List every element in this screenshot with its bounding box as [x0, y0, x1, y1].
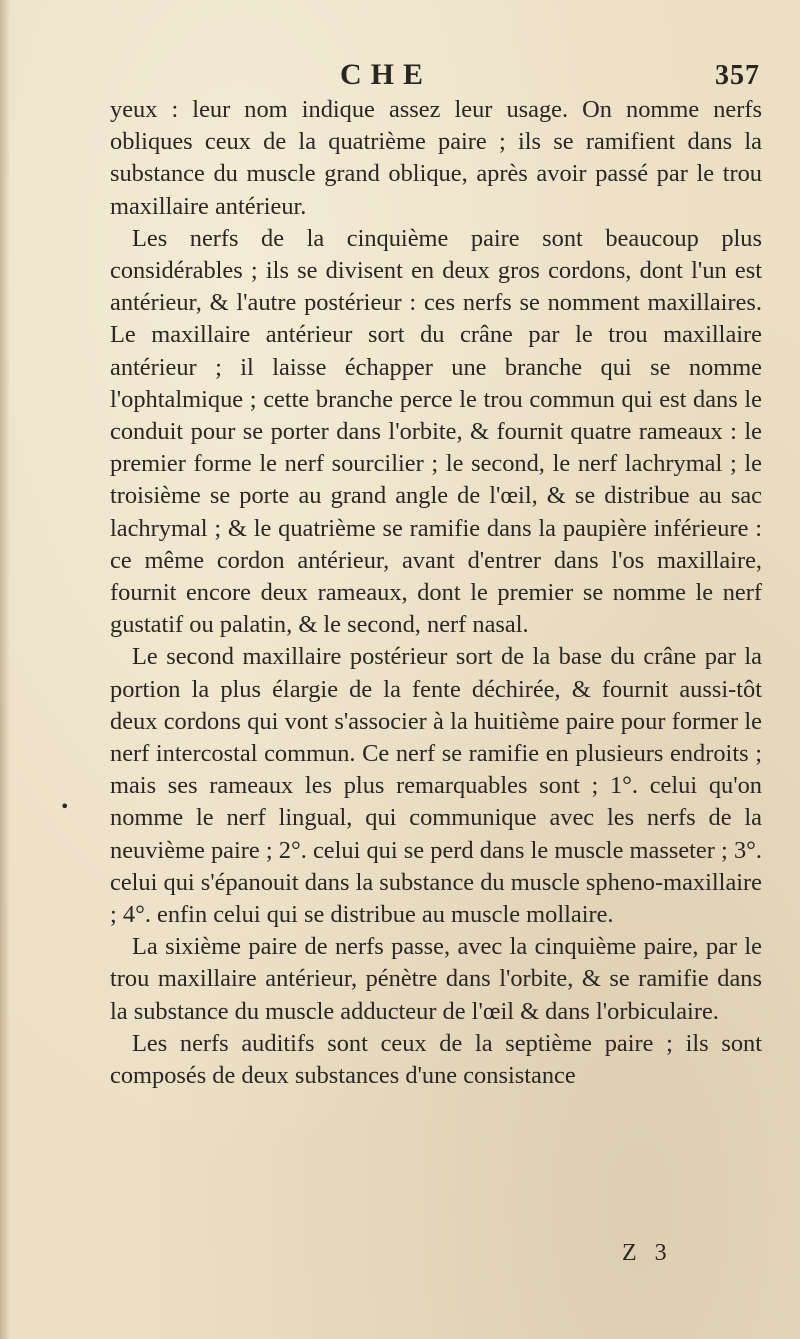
body-text: [110, 94, 762, 1092]
signature-mark: Z 3: [622, 1240, 673, 1266]
page-number: 357: [715, 60, 760, 91]
page-edge-shadow: [0, 0, 10, 1339]
paragraph-2: Les nerfs de la cinquième paire sont beaucoup plus considérables ; ils se divisent en deux gros cordons, dont l'un est antérieur, & l'autre postérieur : ces nerfs se nomment maxillaires. Le maxillaire antérieur sort du crâne par le trou maxillaire antérieur ; il laisse échapper une branche qui se nomme l'ophtalmique ; cette branche perce le trou commun qui est dans le conduit pour se porter dans l'orbite, & fournit quatre rameaux : le premier forme le nerf sourcilier ; le second, le nerf lachrymal ; le troisième se porte au grand angle de l'œil, & se distribue au sac lachrymal ; & le quatrième se ramifie dans la paupière inférieure : ce même cordon antérieur, avant d'entrer dans l'os maxillaire, fournit encore deux rameaux, dont le premier se nomme le nerf gustatif ou palatin, & le second, nerf nasal.: [110, 224, 762, 639]
page-header: [100, 58, 760, 98]
stray-ink-mark: •: [60, 797, 70, 816]
paragraph-5: Les nerfs auditifs sont ceux de la septième paire ; ils sont composés de deux substances d'une consistance: [110, 1029, 762, 1090]
paragraph-1: yeux : leur nom indique assez leur usage. On nomme nerfs obliques ceux de la quatrième paire ; ils se ramifient dans la substance du muscle grand oblique, après avoir passé par le trou maxillaire antérieur.: [110, 96, 762, 220]
paragraph-3: Le second maxillaire postérieur sort de la base du crâne par la portion la plus élargie de la fente déchirée, & fournit aussi-tôt deux cordons qui vont s'associer à la huitième paire pour former le nerf intercostal commun. Ce nerf se ramifie en plusieurs endroits ; mais ses rameaux les plus remarquables sont ; 1°. celui qu'on nomme le nerf lingual, qui communique avec les nerfs de la neuvième paire ; 2°. celui qui se perd dans le muscle masseter ; 3°. celui qui s'épanouit dans la substance du muscle spheno-maxillaire ; 4°. enfin celui qui se distribue au muscle mollaire.: [110, 643, 762, 929]
running-head: CHE: [340, 58, 433, 91]
paragraph-4: La sixième paire de nerfs passe, avec la cinquième paire, par le trou maxillaire antérieur, pénètre dans l'orbite, & se ramifie dans la substance du muscle adducteur de l'œil & dans l'orbiculaire.: [110, 933, 762, 1025]
